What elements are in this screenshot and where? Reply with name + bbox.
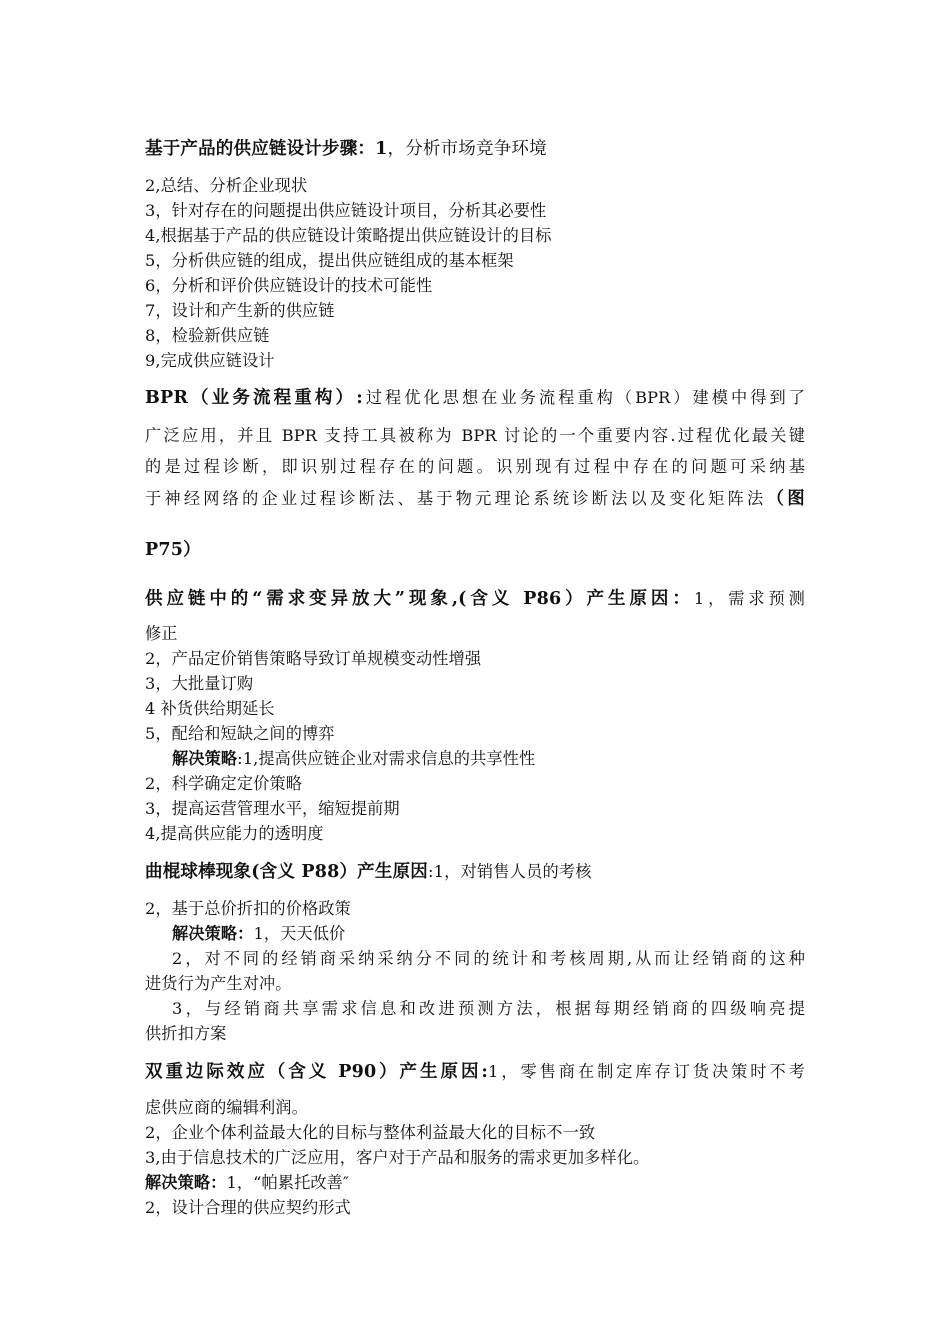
double-solution-label: 解决策略： [145,1173,227,1192]
bpr-text-line2: 广泛应用，并且 BPR 支持工具被称为 BPR 讨论的一个重要内容.过程优化最关键 [145,426,805,445]
double-heading: 双重边际效应（含义 P90）产生原因: [145,1062,489,1082]
bullwhip-heading-rest: 1，需求预测 [693,589,805,608]
bpr-figure-ref-line [145,540,201,560]
design-step: 4,根据基于产品的供应链设计策略提出供应链设计的目标 [145,226,552,245]
double-heading-line [145,1062,805,1082]
bullwhip-heading: 供应链中的“需求变异放大”现象,(含义 P86）产生原因： [145,589,694,609]
hockey-solution-3-line1: 3，与经销商共享需求信息和改进预测方法，根据每期经销商的四级响亮提 [172,999,805,1018]
design-step: 5，分析供应链的组成，提出供应链组成的基本框架 [145,251,514,270]
double-solution-1: 1，“帕累托改善″ [226,1173,350,1192]
bpr-text-line4-wrap [145,489,805,509]
hockey-solution-3-line2: 供折扣方案 [145,1024,227,1043]
hockey-heading-rest: :1，对销售人员的考核 [427,862,592,881]
bullwhip-solution: 3，提高运营管理水平，缩短提前期 [145,799,400,818]
double-continuation: 虑供应商的编辑利润。 [145,1098,308,1117]
design-heading-line [145,139,547,159]
bullwhip-solution: 2，科学确定定价策略 [145,774,302,793]
design-step: 3，针对存在的问题提出供应链设计项目，分析其必要性 [145,201,547,220]
bpr-heading-line [145,388,805,408]
hockey-solution-line [145,924,345,944]
bullwhip-cause: 5，配给和短缺之间的博弈 [145,724,335,743]
double-solution-2: 2，设计合理的供应契约形式 [145,1198,351,1217]
design-step: 2,总结、分析企业现状 [145,176,308,195]
design-heading-rest: ，分析市场竞争环境 [387,139,547,159]
design-step: 7，设计和产生新的供应链 [145,301,335,320]
hockey-cause: 2，基于总价折扣的价格政策 [145,899,351,918]
bpr-heading: BPR（业务流程重构）: [145,388,363,408]
design-heading-num: 1 [375,139,388,159]
double-cause: 2，企业个体利益最大化的目标与整体利益最大化的目标不一致 [145,1123,596,1142]
bullwhip-cause: 3，大批量订购 [145,674,254,693]
hockey-solution-label: 解决策略： [172,924,254,943]
bullwhip-solution-line [145,749,535,769]
double-heading-rest: 1，零售商在制定库存订货决策时不考 [488,1062,805,1081]
bullwhip-solution-label: 解决策略 [172,749,238,768]
bullwhip-solution-first: :1,提高供应链企业对需求信息的共享性性 [237,749,536,768]
bullwhip-solution: 4,提高供应能力的透明度 [145,824,324,843]
bullwhip-continuation: 修正 [145,624,178,643]
hockey-solution-2-line2: 进货行为产生对冲。 [145,974,292,993]
hockey-heading-line [145,862,592,882]
hockey-solution-1: 1，天天低价 [253,924,346,943]
design-heading: 基于产品的供应链设计步骤： [145,139,376,159]
design-step: 8，检验新供应链 [145,326,270,345]
hockey-heading: 曲棍球棒现象(含义 P88）产生原因 [145,862,428,882]
bpr-figure-ref-a: （图 [766,489,806,509]
design-step: 6，分析和评价供应链设计的技术可能性 [145,276,433,295]
double-solution-line [145,1173,349,1193]
bpr-figure-ref-b: P75） [145,540,201,560]
hockey-solution-2-line1: 2，对不同的经销商采纳采纳分不同的统计和考核周期,从而让经销商的这种 [172,949,805,968]
double-cause: 3,由于信息技术的广泛应用，客户对于产品和服务的需求更加多样化。 [145,1148,650,1167]
bullwhip-cause: 2，产品定价销售策略导致订单规模变动性增强 [145,649,482,668]
bpr-text-line1: 过程优化思想在业务流程重构（BPR）建模中得到了 [362,388,805,407]
bpr-text-line4: 于神经网络的企业过程诊断法、基于物元理论系统诊断法以及变化矩阵法 [145,489,767,508]
bpr-text-line3: 的是过程诊断，即识别过程存在的问题。识别现有过程中存在的问题可采纳基 [145,457,805,476]
bullwhip-cause: 4 补货供给期延长 [145,699,275,718]
bullwhip-heading-line [145,589,805,609]
design-step: 9,完成供应链设计 [145,351,275,370]
